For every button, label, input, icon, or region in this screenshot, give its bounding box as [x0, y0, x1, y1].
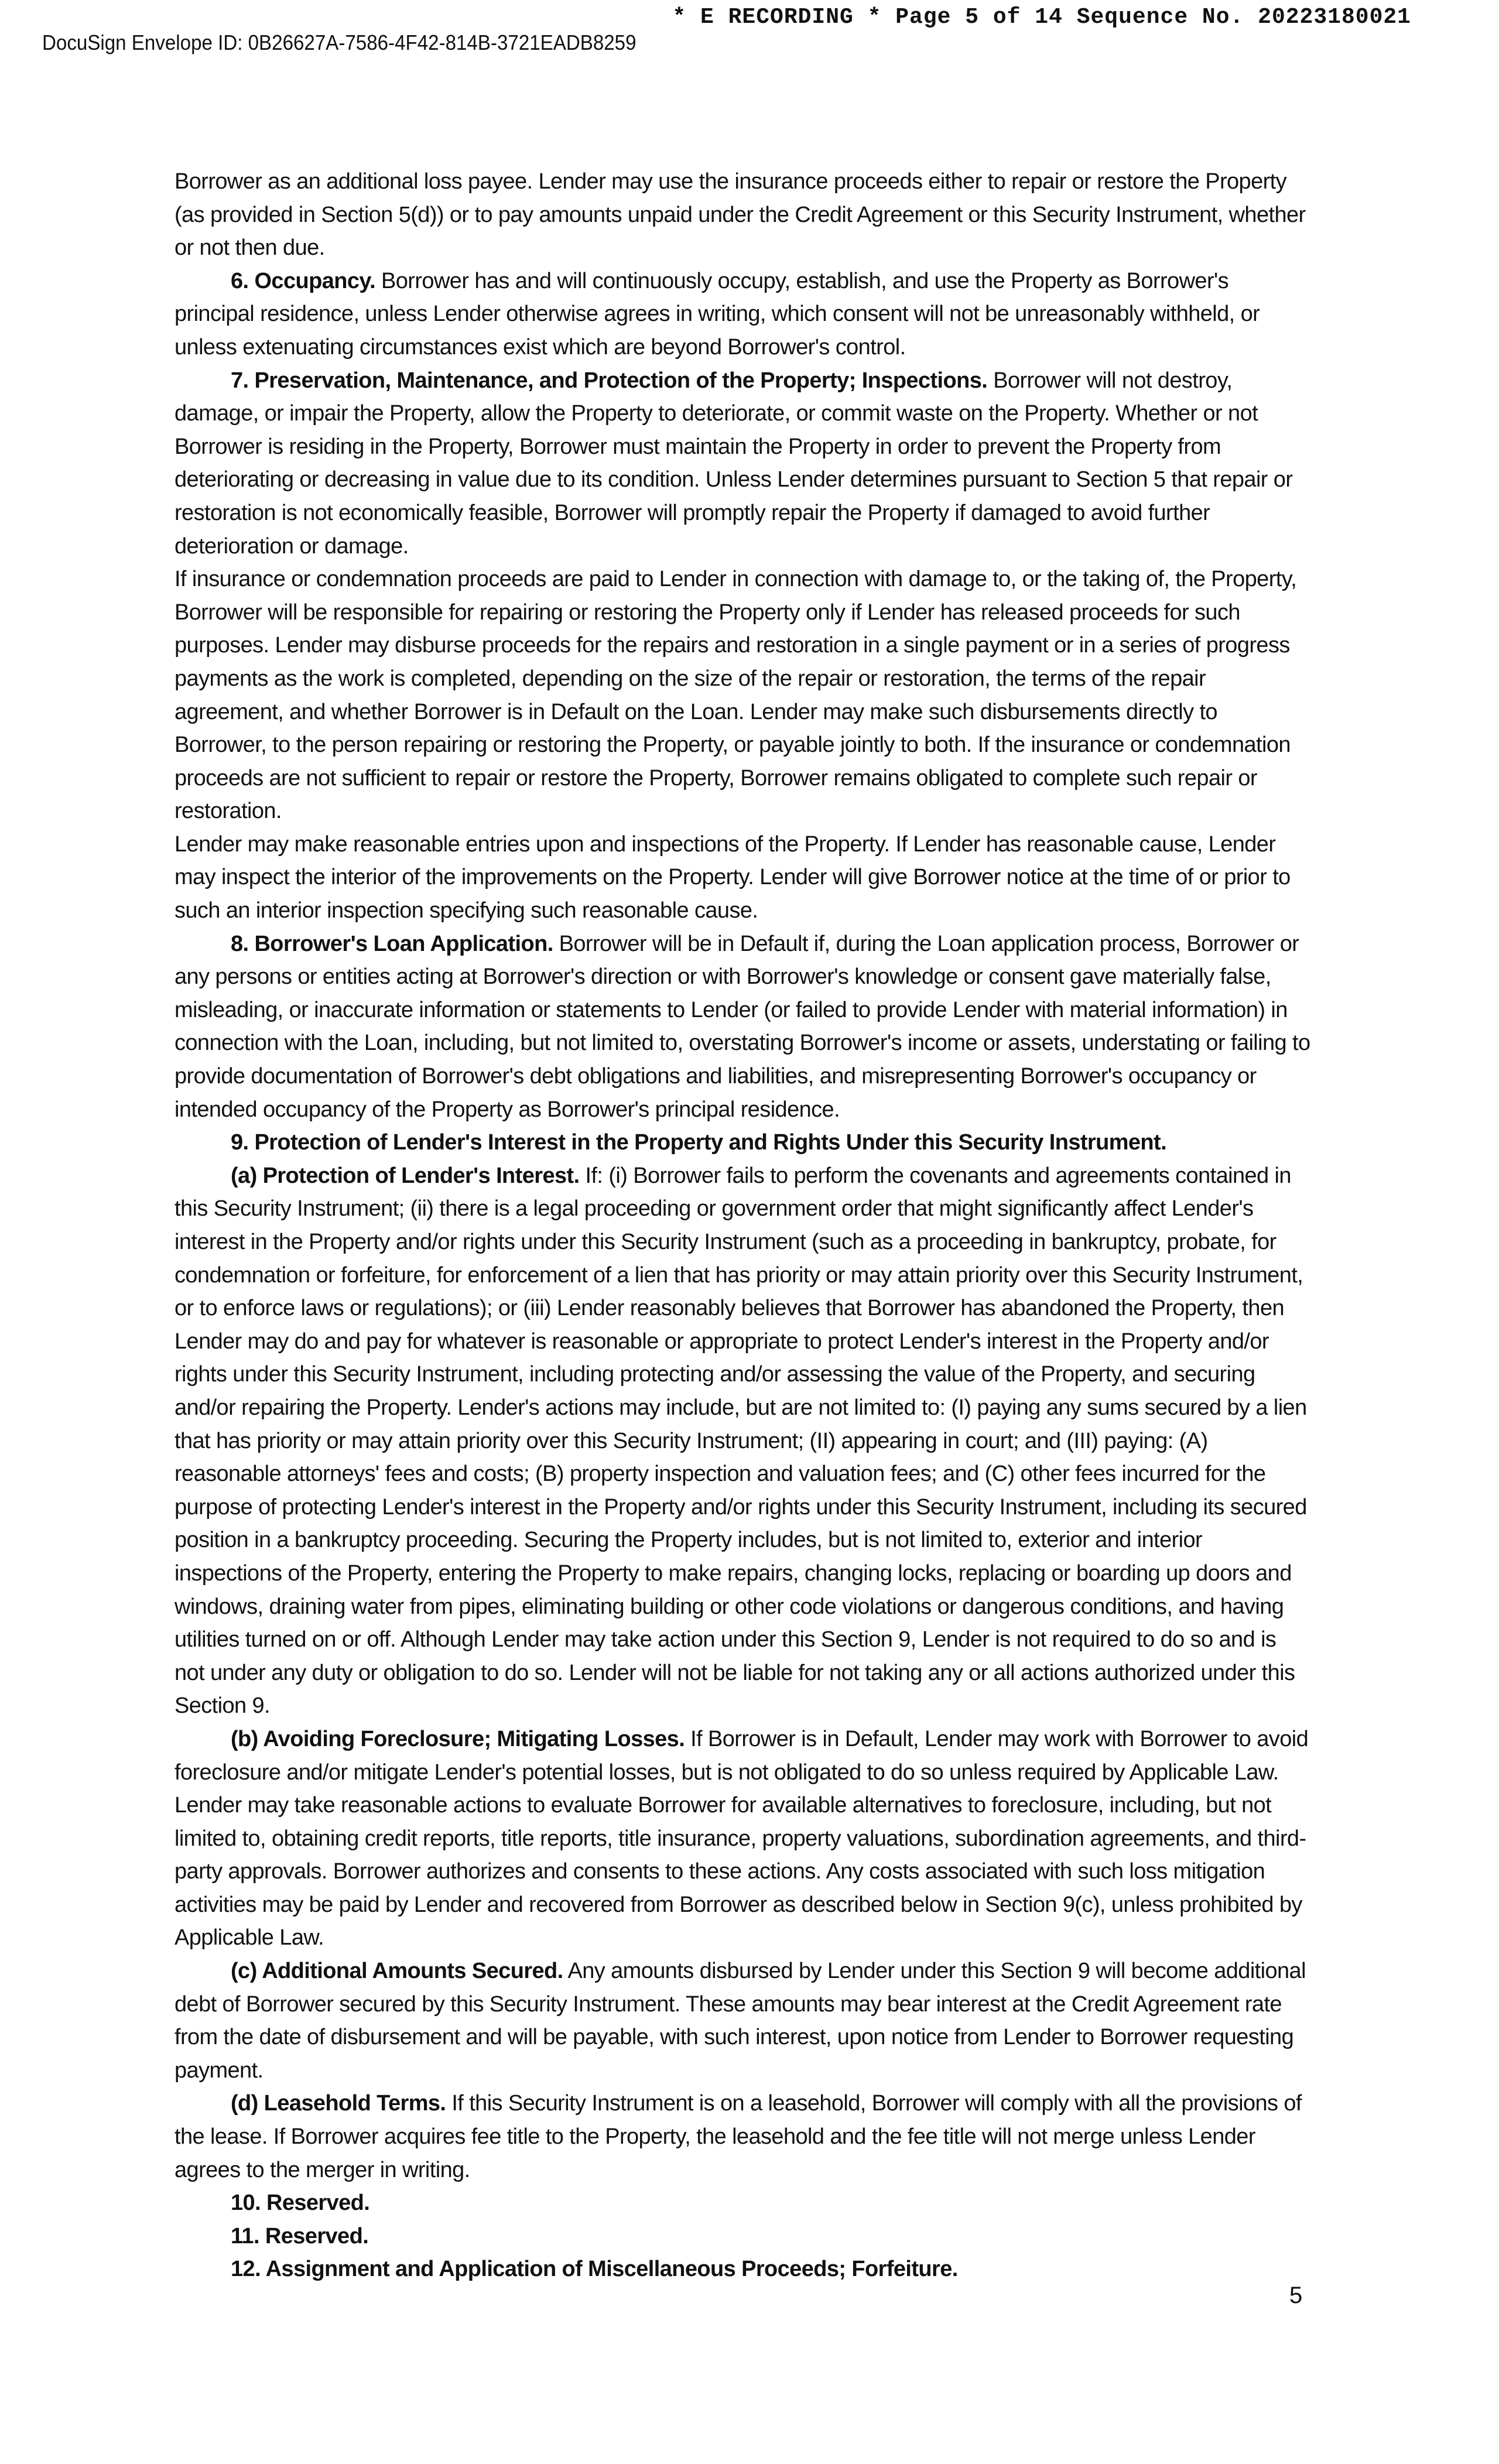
section-9b-avoiding-foreclosure — [174, 1723, 1310, 1955]
section-heading: 11. Reserved. — [231, 2223, 369, 2249]
docusign-envelope-id: DocuSign Envelope ID: 0B26627A-7586-4F42-814B-3721EADB8259 — [42, 30, 636, 54]
section-9d-leasehold — [174, 2087, 1310, 2186]
section-heading: (a) Protection of Lender's Interest. — [231, 1163, 580, 1188]
section-12-assignment — [174, 2253, 1310, 2286]
section-8-loan-application — [174, 928, 1310, 1127]
document-body — [174, 165, 1310, 2286]
recording-stamp: * E RECORDING * Page 5 of 14 Sequence No. 20223180021 — [672, 5, 1411, 30]
section-text: If: (i) Borrower fails to perform the covenants and agreements contained in this Security Instrument; (ii) there is a legal proceeding or government order that might significantly affect Lender's interest in the Property and/or rights under this Security Instrument (such as a proceeding in bankruptcy, probate, for condemnation or forfeiture, for enforcement of a lien that has priority or may attain priority over this Security Instrument, or to enforce laws or regulations); or (iii) Lender reasonably believes that Borrower has abandoned the Property, then Lender may do and pay for whatever is reasonable or appropriate to protect Lender's interest in the Property and/or rights under this Security Instrument, including protecting and/or assessing the value of the Property, and securing and/or repairing the Property. Lender's actions may include, but are not limited to: (I) paying any sums secured by a lien that has priority or may attain priority over this Security Instrument; (II) appearing in court; and (III) paying: (A) reasonable attorneys' fees and costs; (B) property inspection and valuation fees; and (C) other fees incurred for the purpose of protecting Lender's interest in the Property and/or rights under this Security Instrument, including its secured position in a bankruptcy proceeding. Securing the Property includes, but is not limited to, exterior and interior inspections of the Property, entering the Property to make repairs, changing locks, replacing or boarding up doors and windows, draining water from pipes, eliminating building or other code violations or dangerous conditions, and having utilities turned on or off. Although Lender may take action under this Section 9, Lender is not required to do so and is not under any duty or obligation to do so. Lender will not be liable for not taking any or all actions authorized under this Section 9. — [174, 1163, 1307, 1719]
paragraph-text: Lender may make reasonable entries upon and inspections of the Property. If Lender has reasonable cause, Lender may inspect the interior of the improvements on the Property. Lender will give Borrower notice at the time of or prior to such an interior inspection specifying such reasonable cause. — [174, 831, 1291, 923]
section-7-preservation — [174, 364, 1310, 563]
section-text: Borrower will not destroy, damage, or impair the Property, allow the Property to deteriorate, or commit waste on the Property. Whether or not Borrower is residing in the Property, Borrower must maintain the Property in order to prevent the Property from deteriorating or decreasing in value due to its condition. Unless Lender determines pursuant to Section 5 that repair or restoration is not economically feasible, Borrower will promptly repair the Property if damaged to avoid further deterioration or damage. — [174, 368, 1293, 559]
section-9-protection — [174, 1126, 1310, 1159]
section-heading: (c) Additional Amounts Secured. — [231, 1959, 563, 1984]
page-number: 5 — [1289, 2282, 1303, 2308]
section-heading: 12. Assignment and Application of Miscellaneous Proceeds; Forfeiture. — [231, 2257, 958, 2282]
section-text: If Borrower is in Default, Lender may work with Borrower to avoid foreclosure and/or mitigate Lender's potential losses, but is not obligated to do so unless required by Applicable Law. Lender may take reasonable actions to evaluate Borrower for available alternatives to foreclosure, including, but not limited to, obtaining credit reports, title reports, title insurance, property valuations, subordination agreements, and third-party approvals. Borrower authorizes and consents to these actions. Any costs associated with such loss mitigation activities may be paid by Lender and recovered from Borrower as described below in Section 9(c), unless prohibited by Applicable Law. — [174, 1726, 1309, 1950]
section-heading: 9. Protection of Lender's Interest in the Property and Rights Under this Security Instrument. — [231, 1130, 1167, 1155]
paragraph-inspections — [174, 828, 1310, 928]
paragraph-text: Borrower as an additional loss payee. Lender may use the insurance proceeds either to repair or restore the Property (as provided in Section 5(d)) or to pay amounts unpaid under the Credit Agreement or this Security Instrument, whether or not then due. — [174, 169, 1306, 261]
section-heading: 10. Reserved. — [231, 2191, 370, 2216]
section-text: Borrower will be in Default if, during the Loan application process, Borrower or any persons or entities acting at Borrower's direction or with Borrower's knowledge or consent gave materially false, misleading, or inaccurate information or statements to Lender (or failed to provide Lender with material information) in connection with the Loan, including, but not limited to, overstating Borrower's income or assets, understating or failing to provide documentation of Borrower's debt obligations and liabilities, and misrepresenting Borrower's occupancy or intended occupancy of the Property as Borrower's principal residence. — [174, 931, 1310, 1122]
section-9c-additional-amounts — [174, 1955, 1310, 2087]
section-heading: 7. Preservation, Maintenance, and Protection of the Property; Inspections. — [231, 368, 988, 393]
section-text: If this Security Instrument is on a leasehold, Borrower will comply with all the provisions of the lease. If Borrower acquires fee title to the Property, the leasehold and the fee title will not merge unless Lender agrees to the merger in writing. — [174, 2091, 1302, 2182]
section-heading: (d) Leasehold Terms. — [231, 2091, 446, 2116]
section-11-reserved — [174, 2220, 1310, 2253]
section-text: Any amounts disbursed by Lender under this Section 9 will become additional debt of Borrower secured by this Security Instrument. These amounts may bear interest at the Credit Agreement rate from the date of disbursement and will be payable, with such interest, upon notice from Lender to Borrower requesting payment. — [174, 1959, 1306, 2083]
section-heading: 8. Borrower's Loan Application. — [231, 931, 553, 956]
section-9a-lenders-interest — [174, 1159, 1310, 1723]
section-text: Borrower has and will continuously occupy, establish, and use the Property as Borrower's principal residence, unless Lender otherwise agrees in writing, which consent will not be unreasonably withheld, or unless extenuating circumstances exist which are beyond Borrower's control. — [174, 268, 1260, 360]
section-6-occupancy — [174, 265, 1310, 364]
section-10-reserved — [174, 2186, 1310, 2220]
paragraph-text: If insurance or condemnation proceeds are paid to Lender in connection with damage to, or the taking of, the Property, Borrower will be responsible for repairing or restoring the Property only if Lender has released proceeds for such purposes. Lender may disburse proceeds for the repairs and restoration in a single payment or in a series of progress payments as the work is completed, depending on the size of the repair or restoration, the terms of the repair agreement, and whether Borrower is in Default on the Loan. Lender may make such disbursements directly to Borrower, to the person repairing or restoring the Property, or payable jointly to both. If the insurance or condemnation proceeds are not sufficient to repair or restore the Property, Borrower remains obligated to complete such repair or restoration. — [174, 567, 1297, 824]
section-heading: 6. Occupancy. — [231, 268, 376, 293]
paragraph-insurance-proceeds — [174, 563, 1310, 828]
paragraph-insurance-continued — [174, 165, 1310, 265]
section-heading: (b) Avoiding Foreclosure; Mitigating Losses. — [231, 1726, 685, 1751]
